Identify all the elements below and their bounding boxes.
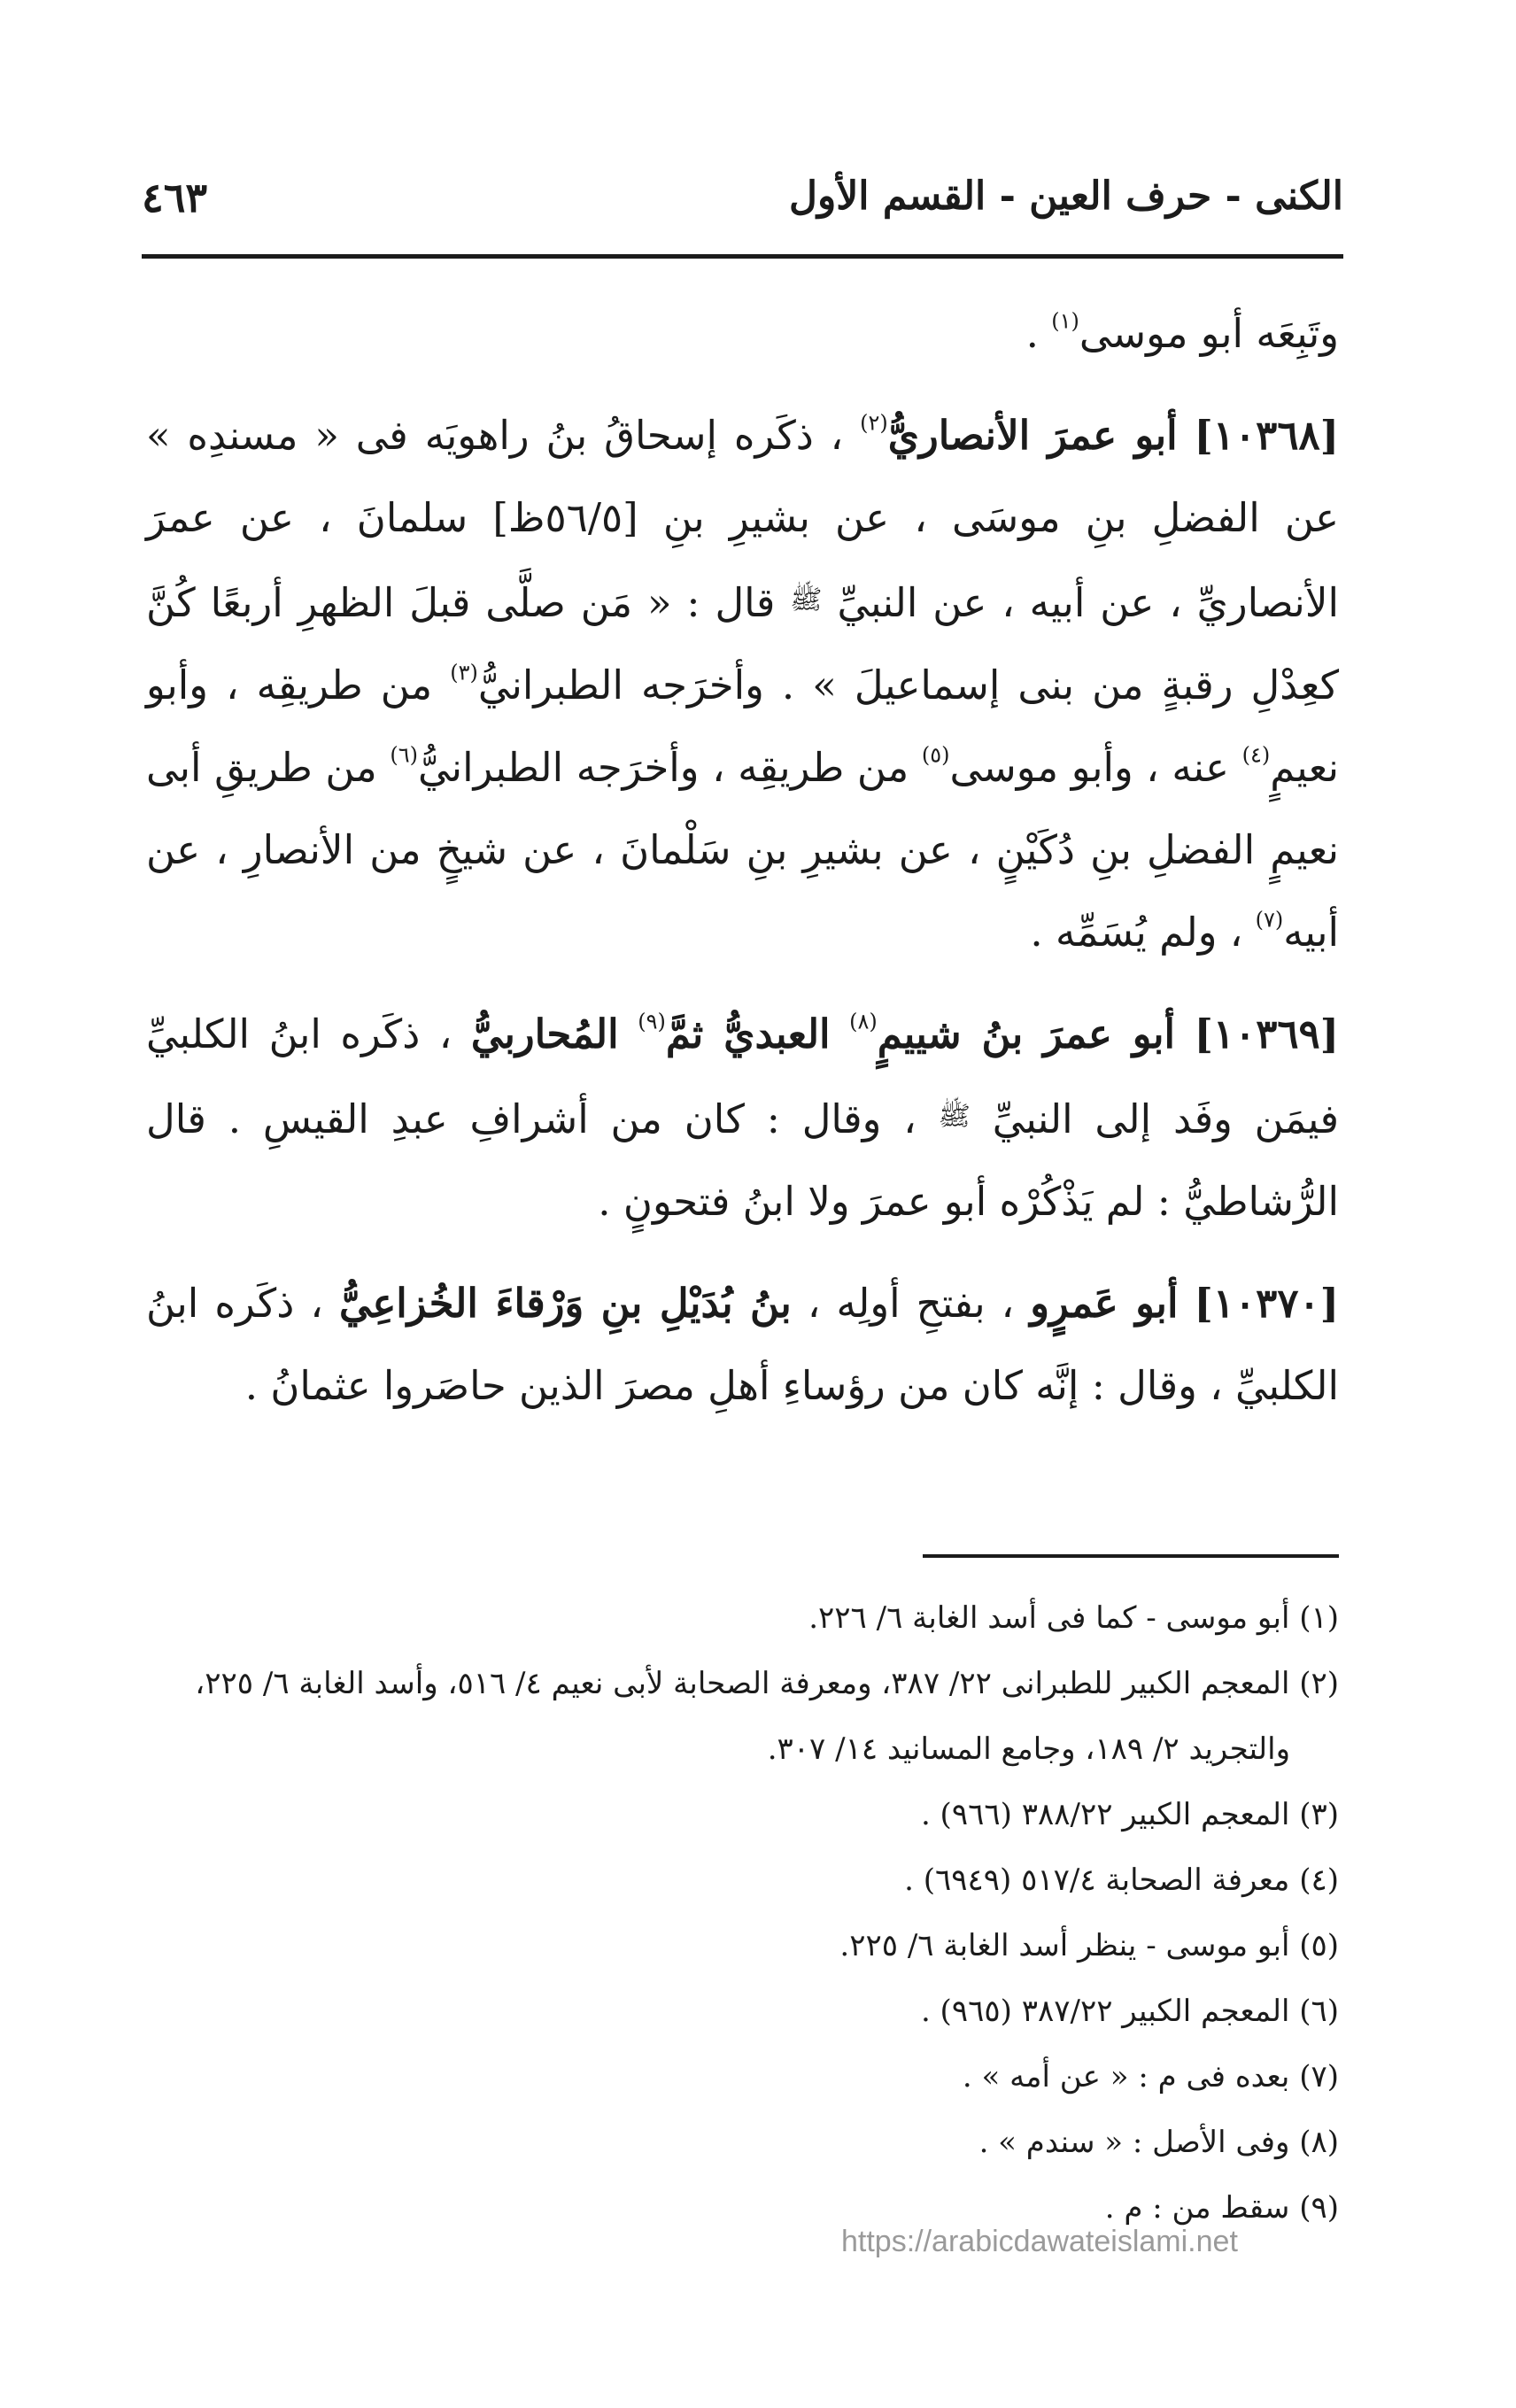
footnote-1: (١) أبو موسى - كما فى أسد الغابة ٦/ ٢٢٦. [808, 1600, 1339, 1636]
footnote-ref[interactable]: (١) [1051, 308, 1079, 334]
footnote-3: (٣) المعجم الكبير ٣٨٨/٢٢ (٩٦٦) . [920, 1797, 1339, 1832]
entry-name: العبديُّ ثمَّ [665, 1010, 831, 1057]
entry-name: أبو عمرَ بنُ شييمٍ [877, 1010, 1176, 1057]
entry-name: أبو عَمرٍو [1030, 1280, 1179, 1327]
entry-text: من طريقِه ، وأبو نعيمٍ [146, 662, 1339, 791]
entry-text: ، ذكَره إسحاقُ بنُ راهويَه فى « مسندِه » عن الفضلِ بنِ موسَى ، عن بشيرِ بنِ [٥٦/٥ظ] سلمانَ ، عن عمرَ الأنصاريِّ ، عن أبيه ، عن النبيِّ [146, 412, 1339, 626]
entry-text: من طريقِه ، وأخرَجه الطبرانيُّ [418, 744, 909, 791]
footnote-6: (٦) المعجم الكبير ٣٨٧/٢٢ (٩٦٥) . [920, 1994, 1339, 2029]
continuation-end: . [1025, 310, 1052, 357]
footnote-8: (٨) وفى الأصل : « سندم » . [978, 2125, 1339, 2160]
entry-name: أبو عمرَ الأنصاريُّ [887, 412, 1178, 459]
footnote-ref[interactable]: (٤) [1241, 742, 1271, 768]
watermark-url: https://arabicdawateislami.net [841, 2225, 1238, 2258]
entry-text: ، ذكَره ابنُ الكلبيِّ ، وقال : إنَّه كان من رؤساءِ أهلِ مصرَ الذين حاصَروا عثمانُ . [146, 1280, 1339, 1409]
entry-number: [١٠٣٧٠] [1194, 1280, 1339, 1327]
footnote-ref[interactable]: (٨) [849, 1009, 878, 1034]
entry-name: المُحاربيُّ [470, 1010, 619, 1057]
entry-text: ، ذكَره ابنُ الكلبيِّ فيمَن وفَد إلى النبيِّ [146, 1010, 1340, 1142]
entry-number: [١٠٣٦٨] [1194, 412, 1339, 459]
entry-name: بنُ بُدَيْلِ بنِ وَرْقاءَ الخُزاعِيُّ [338, 1280, 792, 1327]
footnote-ref[interactable]: (٢) [860, 410, 888, 436]
entry-10369 [146, 993, 1339, 1243]
footnote-4: (٤) معرفة الصحابة ٥١٧/٤ (٦٩٤٩) . [904, 1862, 1339, 1898]
header-rule [142, 254, 1343, 259]
entry-text: ، بفتحِ أولِه ، [807, 1280, 1015, 1327]
continuation-text: وتَبِعَه أبو موسى [1079, 310, 1339, 357]
entry-text: من طريقِ أبى نعيمٍ الفضلِ بنِ دُكَيْنٍ ، عن بشيرِ بنِ سَلْمانَ ، عن شيخٍ من الأنصارِ ، عن أبيه [146, 744, 1339, 956]
paragraph-continuation [146, 292, 1339, 375]
entry-text: ، ولم يُسَمِّه . [1030, 909, 1243, 956]
page-number: ٤٦٣ [142, 174, 208, 221]
footnote-2: (٢) المعجم الكبير للطبرانى ٢٢/ ٣٨٧، ومعرفة الصحابة لأبى نعيم ٤/ ٥١٦، وأسد الغابة ٦/ ٢٢٥، [195, 1666, 1339, 1701]
footnote-9: (٩) سقط من : م . [1104, 2190, 1339, 2226]
footnote-5: (٥) أبو موسى - ينظر أسد الغابة ٦/ ٢٢٥. [839, 1928, 1339, 1963]
footnote-ref[interactable]: (٦) [390, 742, 419, 768]
main-text [146, 292, 1339, 1427]
entry-text: عنه ، وأبو موسى [949, 744, 1229, 791]
running-title: الكنى - حرف العين - القسم الأول [789, 174, 1343, 219]
salawat-glyph: ﷺ [938, 1101, 971, 1132]
footnotes [146, 1585, 1339, 2241]
footnote-ref[interactable]: (٩) [638, 1009, 666, 1034]
footnote-2-continued: والتجريد ٢/ ١٨٩، وجامع المسانيد ١٤/ ٣٠٧. [767, 1731, 1290, 1767]
entry-number: [١٠٣٦٩] [1194, 1010, 1340, 1057]
entry-text: ، وقال : كان من أشرافِ عبدِ القيسِ . قال الرُّشاطيُّ : لم يَذْكُرْه أبو عمرَ ولا ابنُ فتحونٍ . [146, 1096, 1339, 1225]
salawat-glyph: ﷺ [790, 585, 823, 616]
footnote-ref[interactable]: (٧) [1255, 907, 1284, 933]
entry-text: قال : « مَن صلَّى قبلَ الظهرِ أربعًا كُنَّ كعِدْلِ رقبةٍ من بنى إسماعيلَ » . وأخرَجه الطبرانيُّ [146, 579, 1339, 708]
entry-10370 [146, 1262, 1339, 1427]
footnote-separator [923, 1554, 1339, 1558]
footnote-ref[interactable]: (٥) [921, 742, 950, 768]
footnote-ref[interactable]: (٣) [450, 660, 478, 685]
page-header [142, 165, 1343, 244]
entry-10368 [146, 394, 1339, 973]
footnote-7: (٧) بعده فى م : « عن أمه » . [962, 2059, 1339, 2094]
